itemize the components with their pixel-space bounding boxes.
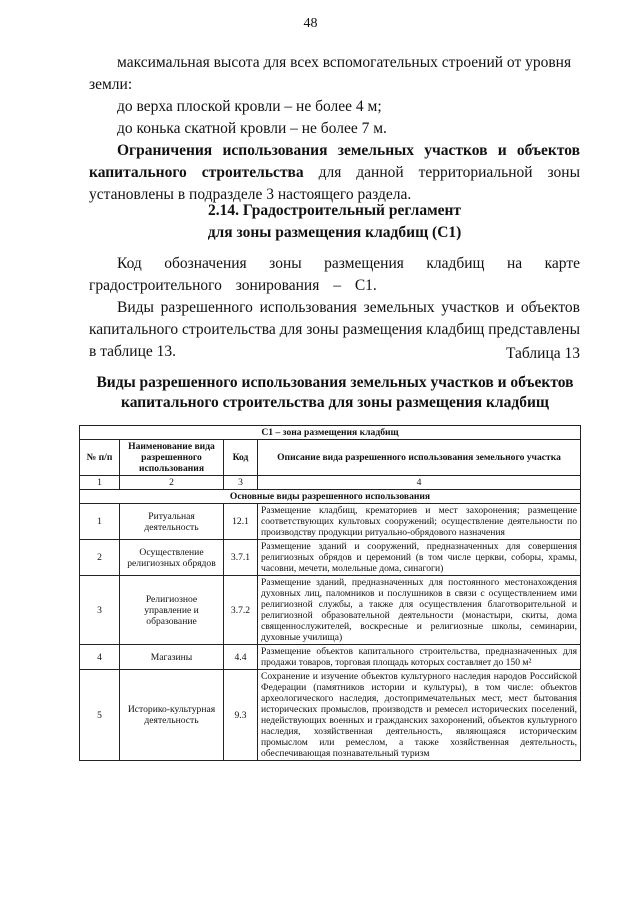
row-code: 9.3 (224, 670, 258, 761)
row-num: 1 (80, 504, 120, 540)
row-name: Магазины (120, 645, 224, 670)
column-header-row (80, 440, 581, 476)
row-name: Историко-культурная деятельность (120, 670, 224, 761)
row-desc: Размещение кладбищ, крематориев и мест захоронения; размещение соответствующих культовых сооружений; осуществление деятельности по производству продукции ритуально-обрядового назначения (258, 504, 581, 540)
paragraph-pitched-roof: до конька скатной кровли – не более 7 м. (117, 120, 387, 137)
row-code: 4.4 (224, 645, 258, 670)
header-name: Наименование вида разрешенного использования (120, 440, 224, 476)
table-title-line2: капитального строительства для зоны размещения кладбищ (121, 394, 549, 411)
row-desc: Размещение зданий и сооружений, предназначенных для совершения религиозных обрядов и церемоний (в том числе церкви, соборы, храмы, часовни, мечети, молельные дома, синагоги) (258, 540, 581, 576)
row-desc: Сохранение и изучение объектов культурного наследия народов Российской Федерации (памятников истории и культуры), в том числе: объектов археологического наследия, достопримечательных мест, мест бытования исторических промыслов, производств и ремесел исторических поселений, недействующих военных и гражданских захоронений, объектов культурного наследия, хозяйственная деятельность, являющаяся историческим промыслом или ремеслом, а также хозяйственная деятельность, обеспечивающая познавательный туризм (258, 670, 581, 761)
table-row (80, 540, 581, 576)
header-code: Код (224, 440, 258, 476)
paragraph-zone-code: Код обозначения зоны размещения кладбищ на карте градостроительного зонирования – С1. (89, 255, 580, 294)
header-desc: Описание вида разрешенного использования земельного участка (258, 440, 581, 476)
zone-header: С1 – зона размещения кладбищ (80, 426, 581, 440)
row-code: 12.1 (224, 504, 258, 540)
col-number: 3 (224, 476, 258, 490)
column-number-row (80, 476, 581, 490)
row-desc: Размещение объектов капитального строительства, предназначенных для продажи товаров, торговая площадь которых составляет до 150 м² (258, 645, 581, 670)
col-number: 4 (258, 476, 581, 490)
table-row (80, 670, 581, 761)
section-title-line1: 2.14. Градостроительный регламент (207, 202, 462, 219)
row-num: 4 (80, 645, 120, 670)
row-name: Ритуальная деятельность (120, 504, 224, 540)
table-row (80, 576, 581, 645)
regulation-table (79, 425, 581, 761)
row-desc: Размещение зданий, предназначенных для постоянного местонахождения духовных лиц, паломников и послушников в связи с осуществлением ими религиозной службы, а также для осуществления благотворительной и религиозной образовательной деятельности (монастыри, скиты, дома священнослужителей, воскресные и религиозные школы, семинарии, духовные училища) (258, 576, 581, 645)
restrictions-bold-text: Ограничения использования земельных участков и объектов капитального строительства (89, 142, 580, 181)
table-title-line1: Виды разрешенного использования земельных участков и объектов (96, 374, 574, 391)
paragraph-max-height: максимальная высота для всех вспомогательных строений от уровня земли: (89, 54, 572, 93)
row-name: Осуществление религиозных обрядов (120, 540, 224, 576)
table-label: Таблица 13 (505, 345, 580, 362)
row-num: 3 (80, 576, 120, 645)
header-num: № п/п (80, 440, 120, 476)
row-code: 3.7.2 (224, 576, 258, 645)
col-number: 1 (80, 476, 120, 490)
group-header: Основные виды разрешенного использования (80, 490, 581, 504)
row-name: Религиозное управление и образование (120, 576, 224, 645)
group-header-row (80, 490, 581, 504)
paragraph-restrictions (89, 140, 580, 206)
row-num: 2 (80, 540, 120, 576)
table-row (80, 645, 581, 670)
row-code: 3.7.1 (224, 540, 258, 576)
zone-header-row (80, 426, 581, 440)
col-number: 2 (120, 476, 224, 490)
section-title-line2: для зоны размещения кладбищ (С1) (207, 224, 462, 241)
row-num: 5 (80, 670, 120, 761)
paragraph-allowed-types: Виды разрешенного использования земельных участков и объектов капитального строительства для зоны размещения кладбищ представлены в таблице 13. (89, 299, 581, 360)
paragraph-flat-roof: до верха плоской кровли – не более 4 м; (117, 98, 382, 115)
table-row (80, 504, 581, 540)
restrictions-rest-text: для данной территориальной зоны установлены в подразделе 3 настоящего раздела. (89, 164, 580, 203)
page-number: 48 (303, 16, 318, 31)
